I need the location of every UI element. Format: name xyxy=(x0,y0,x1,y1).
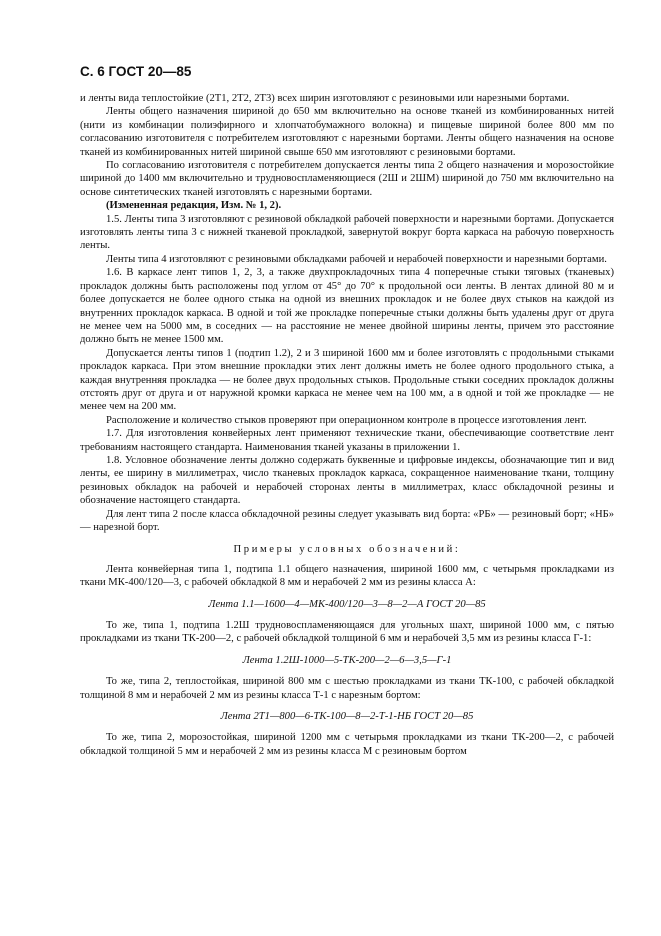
paragraph-clause-1-5: 1.5. Ленты типа 3 изготовляют с резиновой обкладкой рабочей поверхности и нарезными бортами. Допускается изготовлять ленты типа 3 с нижней тканевой прокладкой, завернутой вокруг борта каркаса на рабочую поверхность ленты. xyxy=(80,213,614,252)
paragraph-longitudinal-joints: Допускается ленты типов 1 (подтип 1.2), 2 и 3 шириной 1600 мм и более изготовлять с продольными стыками прокладок каркаса. При этом внешние прокладки этих лент должны иметь не более одного продольного стыка, а каждая внутренняя прокладка — не более двух продольных стыков. Продольные стыки соседних прокладок должны отстоять друг от друга и от наружной кромки каркаса не менее чем на 100 мм, а в одной и той же прокладке — не менее чем на 200 мм. xyxy=(80,347,614,413)
example-designation: Лента 1.1—1600—4—МК-400/120—3—8—2—А ГОСТ 20—85 xyxy=(208,598,486,610)
paragraph-edge-type: Для лент типа 2 после класса обкладочной резины следует указывать вид борта: «РБ» — резиновый борт; «НБ» — нарезной борт. xyxy=(80,508,614,533)
page-header: С. 6 ГОСТ 20—85 xyxy=(80,64,192,79)
paragraph-agreement-type2: По согласованию изготовителя с потребителем допускается ленты типа 2 общего назначения и морозостойкие шириной до 1400 мм включительно и трудновоспламеняющиеся (2Ш и 2ШМ) шириной до 750 мм включительно на основе синтетических тканей изготовлять с нарезными бортами. xyxy=(80,160,614,198)
paragraph-general-purpose-belts: Ленты общего назначения шириной до 650 мм включительно на основе тканей из комбинированных нитей (нити из комбинации полиэфирного и хлопчатобумажного волокна) и пищевые шириной более 800 мм по согласованию изготовителя с потребителем изготовляют с нарезными бортами. Ленты общего назначения на основе тканей из комбинированных нитей шириной свыше 650 мм изготовляют с резиновыми бортами. xyxy=(80,106,614,158)
document-body xyxy=(80,92,614,758)
paragraph-type4-belts: Ленты типа 4 изготовляют с резиновыми обкладками рабочей и нерабочей поверхности и нарезными бортами. xyxy=(106,253,607,265)
examples-heading: Примеры условных обозначений: xyxy=(233,544,461,556)
paragraph-amendment-note: (Измененная редакция, Изм. № 1, 2). xyxy=(106,200,282,212)
example-designation: Лента 2Т1—800—6-ТК-100—8—2-Т-1-НБ ГОСТ 20—85 xyxy=(220,711,474,723)
paragraph-joint-control: Расположение и количество стыков проверяют при операционном контроле в процессе изготовления лент. xyxy=(106,414,587,426)
paragraph-clause-1-8: 1.8. Условное обозначение ленты должно содержать буквенные и цифровые индексы, обозначающие тип и вид ленты, ее ширину в миллиметрах, число тканевых прокладок каркаса, сокращенное наименование ткани, толщину резиновых обкладок на рабочей и нерабочей сторонах ленты в миллиметрах, класс обкладочной резины и обозначение настоящего стандарта. xyxy=(80,454,614,507)
example-description: Лента конвейерная типа 1, подтипа 1.1 общего назначения, шириной 1600 мм, с четырьмя прокладками из ткани МК-400/120—3, с рабочей обкладкой 8 мм и нерабочей 2 мм из резины класса А: xyxy=(80,563,614,589)
paragraph-clause-1-6: 1.6. В каркасе лент типов 1, 2, 3, а также двухпрокладочных типа 4 поперечные стыки тяговых (тканевых) прокладок должны быть расположены под углом от 45° до 70° к продольной оси ленты. В лентах длиной 80 м и более допускается не более одного стыка на одной из внешних прокладок и не более двух стыков на каждой из внутренних прокладок каркаса. В одной и той же прокладке поперечные стыки должны быть удалены друг от друга не менее чем на 5000 мм, в соседних — на расстояние не менее двойной ширины ленты, причем это расстояние должно быть не менее 1500 мм. xyxy=(80,267,614,346)
example-description: То же, типа 2, морозостойкая, шириной 1200 мм с четырьмя прокладками из ткани ТК-200—2, с рабочей обкладкой толщиной 5 мм и нерабочей 2 мм из резины класса М с резиновым бортом xyxy=(80,732,614,757)
paragraph-clause-1-7: 1.7. Для изготовления конвейерных лент применяют технические ткани, обеспечивающие соответствие лент требованиям настоящего стандарта. Наименования тканей указаны в приложении 1. xyxy=(80,428,614,453)
example-designation: Лента 1.2Ш-1000—5-ТК-200—2—6—3,5—Г-1 xyxy=(242,654,452,666)
example-description: То же, типа 2, теплостойкая, шириной 800 мм с шестью прокладками из ткани ТК-100, с рабочей обкладкой толщиной 8 мм и нерабочей 2 мм из резины класса Т-1 с нарезным бортом: xyxy=(80,676,614,701)
example-description: То же, типа 1, подтипа 1.2Ш трудновоспламеняющаяся для угольных шахт, шириной 1000 мм, с пятью прокладками из ткани ТК-200—2, с рабочей обкладкой толщиной 6 мм и нерабочей 3,5 мм из резины класса Г-1: xyxy=(80,620,614,645)
paragraph-continuation: и ленты вида теплостойкие (2Т1, 2Т2, 2Т3) всех ширин изготовляют с резиновыми или нарезными бортами. xyxy=(80,93,570,104)
